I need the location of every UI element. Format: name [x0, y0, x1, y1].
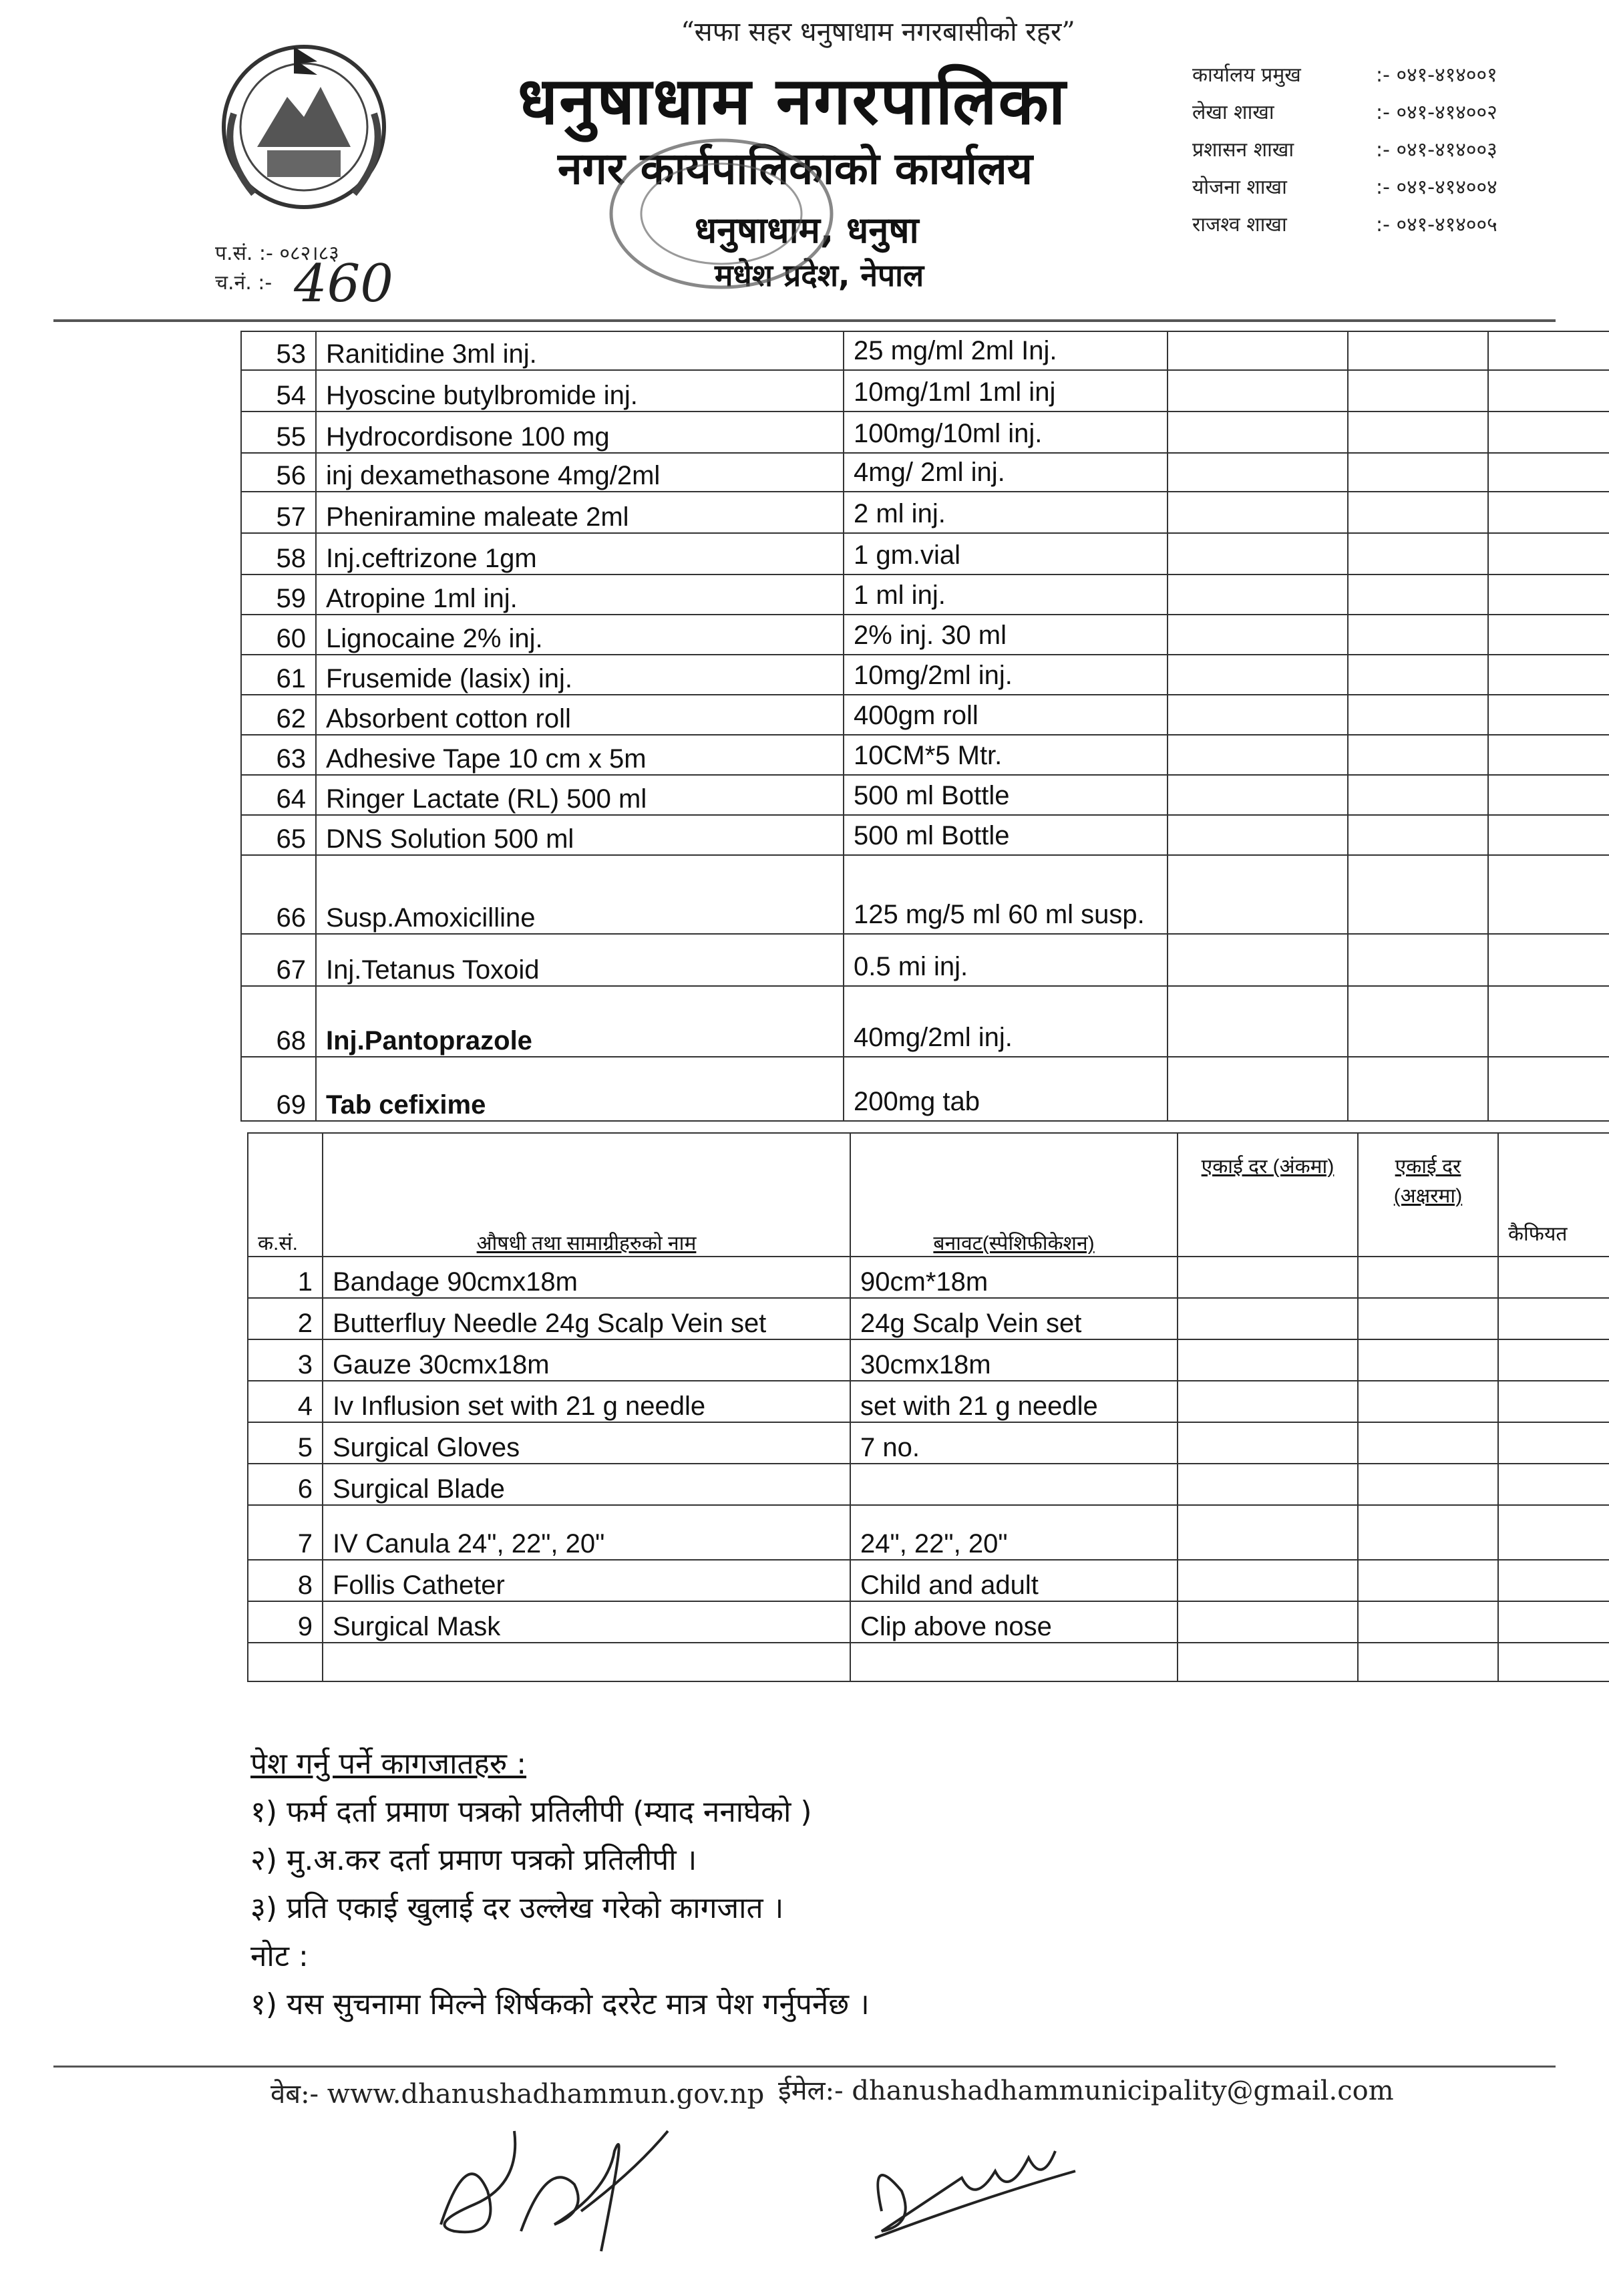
contact-list: [1192, 57, 1497, 244]
serial-cell: 5: [248, 1422, 323, 1464]
serial-cell: 56: [241, 453, 316, 492]
remarks-cell: [1498, 1422, 1609, 1464]
rate-words-cell: [1348, 492, 1488, 533]
remarks-cell: [1488, 492, 1609, 533]
rate-figures-cell: [1168, 370, 1348, 412]
remarks-cell: [1488, 934, 1609, 986]
spec-cell: 10mg/1ml 1ml inj: [844, 370, 1168, 412]
item-name-cell: Tab cefixime: [316, 1057, 844, 1121]
rate-words-cell: [1348, 695, 1488, 735]
rate-figures-cell: [1168, 934, 1348, 986]
serial-cell: 2: [248, 1298, 323, 1339]
medicine-row: [241, 1057, 1609, 1121]
supply-row: [248, 1257, 1609, 1298]
rate-figures-cell: [1168, 331, 1348, 370]
rate-figures-cell: [1168, 1057, 1348, 1121]
rate-words-cell: [1358, 1560, 1498, 1601]
medicine-row: [241, 533, 1609, 575]
spec-cell: 4mg/ 2ml inj.: [844, 453, 1168, 492]
document-item: ३) प्रति एकाई खुलाई दर उल्लेख गरेको कागजात ।: [250, 1891, 784, 1925]
supply-row: [248, 1298, 1609, 1339]
contact-phone: :- ०४१-४१४००५: [1376, 213, 1497, 236]
item-name-cell: Inj.ceftrizone 1gm: [316, 533, 844, 575]
supplies-header-row: [248, 1133, 1609, 1257]
rate-figures-cell: [1168, 855, 1348, 934]
rate-words-cell: [1348, 815, 1488, 855]
header-rate-words: एकाई दर (अक्षरमा): [1358, 1133, 1498, 1257]
signature-1: [414, 2091, 735, 2265]
item-name-cell: Lignocaine 2% inj.: [316, 615, 844, 655]
rate-words-cell: [1348, 934, 1488, 986]
item-name-cell: Hydrocordisone 100 mg: [316, 412, 844, 453]
remarks-cell: [1488, 655, 1609, 695]
rate-words-cell: [1358, 1339, 1498, 1381]
serial-cell: 58: [241, 533, 316, 575]
nepal-emblem-logo: [194, 33, 414, 227]
contact-phone: :- ०४१-४१४००४: [1376, 176, 1497, 199]
item-name-cell: Inj.Pantoprazole: [316, 986, 844, 1057]
contact-row: [1192, 94, 1497, 132]
medicine-row: [241, 492, 1609, 533]
rate-figures-cell: [1168, 453, 1348, 492]
remarks-cell: [1488, 855, 1609, 934]
item-name-cell: Frusemide (lasix) inj.: [316, 655, 844, 695]
rate-figures-cell: [1178, 1381, 1358, 1422]
remarks-cell: [1498, 1601, 1609, 1643]
ref-number: प.सं. :- ०८२।८३: [215, 242, 339, 265]
rate-words-cell: [1348, 331, 1488, 370]
municipality-name: धनुषाधाम नगरपालिका: [518, 63, 1067, 140]
address-line-1: धनुषाधाम, धनुषा: [695, 209, 919, 251]
spec-cell: Clip above nose: [850, 1601, 1178, 1643]
rate-figures-cell: [1178, 1257, 1358, 1298]
medicine-row: [241, 735, 1609, 775]
spec-cell: 24", 22", 20": [850, 1505, 1178, 1560]
medicine-row: [241, 986, 1609, 1057]
rate-figures-cell: [1178, 1464, 1358, 1505]
challan-label: च.नं. :-: [215, 271, 273, 295]
supply-row: [248, 1464, 1609, 1505]
item-name-cell: Ranitidine 3ml inj.: [316, 331, 844, 370]
remarks-cell: [1498, 1505, 1609, 1560]
serial-cell: 64: [241, 775, 316, 815]
contact-office: कार्यालय प्रमुख: [1192, 63, 1301, 87]
rate-figures-cell: [1168, 655, 1348, 695]
required-documents: [250, 1740, 870, 2029]
remarks-cell: [1488, 533, 1609, 575]
serial-cell: 6: [248, 1464, 323, 1505]
serial-cell: 68: [241, 986, 316, 1057]
medicine-row: [241, 412, 1609, 453]
footer-divider: [53, 2066, 1556, 2068]
item-name-cell: DNS Solution 500 ml: [316, 815, 844, 855]
remarks-cell: [1498, 1257, 1609, 1298]
item-name-cell: IV Canula 24", 22", 20": [323, 1505, 850, 1560]
supply-row: [248, 1601, 1609, 1643]
serial-cell: 61: [241, 655, 316, 695]
serial-cell: 60: [241, 615, 316, 655]
contact-row: [1192, 169, 1497, 206]
spec-cell: 7 no.: [850, 1422, 1178, 1464]
email-text: ईमेल:- dhanushadhammunicipality@gmail.com: [778, 2076, 1394, 2106]
remarks-cell: [1498, 1298, 1609, 1339]
medicine-row: [241, 575, 1609, 615]
serial-cell: 65: [241, 815, 316, 855]
header-serial: क.सं.: [248, 1133, 323, 1257]
spec-cell: 30cmx18m: [850, 1339, 1178, 1381]
rate-words-cell: [1358, 1464, 1498, 1505]
rate-figures-cell: [1168, 575, 1348, 615]
spec-cell: 1 ml inj.: [844, 575, 1168, 615]
spec-cell: 2 ml inj.: [844, 492, 1168, 533]
contact-office: राजश्व शाखा: [1192, 213, 1287, 236]
spec-cell: 100mg/10ml inj.: [844, 412, 1168, 453]
item-name-cell: Butterfluy Needle 24g Scalp Vein set: [323, 1298, 850, 1339]
remarks-cell: [1488, 735, 1609, 775]
contact-phone: :- ०४१-४१४००३: [1376, 138, 1497, 162]
remarks-cell: [1498, 1560, 1609, 1601]
note-title: नोट :: [250, 1939, 309, 1973]
supply-row: [248, 1422, 1609, 1464]
spec-cell: 90cm*18m: [850, 1257, 1178, 1298]
rate-figures-cell: [1168, 775, 1348, 815]
header-remarks: कैफियत: [1498, 1133, 1609, 1257]
remarks-cell: [1488, 370, 1609, 412]
item-name-cell: Surgical Blade: [323, 1464, 850, 1505]
office-stamp: [601, 130, 842, 297]
contact-phone: :- ०४१-४१४००२: [1376, 101, 1497, 124]
note-item: १) यस सुचनामा मिल्ने शिर्षकको दररेट मात्र पेश गर्नुपर्नेछ ।: [250, 1987, 870, 2021]
header-specification: बनावट(स्पेशिफीकेशन): [850, 1133, 1178, 1257]
item-name-cell: Iv Influsion set with 21 g needle: [323, 1381, 850, 1422]
remarks-cell: [1498, 1339, 1609, 1381]
serial-cell: 63: [241, 735, 316, 775]
serial-cell: 54: [241, 370, 316, 412]
item-name-cell: Surgical Mask: [323, 1601, 850, 1643]
spec-cell: 40mg/2ml inj.: [844, 986, 1168, 1057]
rate-figures-cell: [1178, 1505, 1358, 1560]
rate-figures-cell: [1168, 533, 1348, 575]
rate-words-cell: [1358, 1422, 1498, 1464]
remarks-cell: [1488, 775, 1609, 815]
serial-cell: 1: [248, 1257, 323, 1298]
spec-cell: 125 mg/5 ml 60 ml susp.: [844, 855, 1168, 934]
spec-cell: Child and adult: [850, 1560, 1178, 1601]
remarks-cell: [1498, 1381, 1609, 1422]
header-rate-figures: एकाई दर (अंकमा): [1178, 1133, 1358, 1257]
serial-cell: 3: [248, 1339, 323, 1381]
item-name-cell: Gauze 30cmx18m: [323, 1339, 850, 1381]
contact-phone: :- ०४१-४१४००१: [1376, 63, 1497, 87]
contact-row: [1192, 132, 1497, 169]
rate-figures-cell: [1178, 1560, 1358, 1601]
rate-words-cell: [1358, 1298, 1498, 1339]
serial-cell: 57: [241, 492, 316, 533]
spec-cell: 500 ml Bottle: [844, 815, 1168, 855]
remarks-cell: [1488, 453, 1609, 492]
rate-figures-cell: [1178, 1339, 1358, 1381]
medicine-row: [241, 815, 1609, 855]
rate-figures-cell: [1178, 1601, 1358, 1643]
spec-cell: 200mg tab: [844, 1057, 1168, 1121]
serial-cell: 66: [241, 855, 316, 934]
rate-words-cell: [1348, 453, 1488, 492]
serial-cell: 53: [241, 331, 316, 370]
rate-figures-cell: [1168, 412, 1348, 453]
medicine-row: [241, 331, 1609, 370]
supply-row: [248, 1505, 1609, 1560]
item-name-cell: Bandage 90cmx18m: [323, 1257, 850, 1298]
rate-words-cell: [1358, 1257, 1498, 1298]
spec-cell: 0.5 mi inj.: [844, 934, 1168, 986]
office-name: नगर कार्यपालिकाको कार्यालय: [558, 143, 1033, 194]
rate-words-cell: [1348, 575, 1488, 615]
signature-2: [855, 2111, 1095, 2245]
serial-cell: 59: [241, 575, 316, 615]
serial-cell: 4: [248, 1381, 323, 1422]
serial-cell: 7: [248, 1505, 323, 1560]
header-divider: [53, 319, 1556, 322]
challan-number-handwritten: 460: [294, 254, 393, 314]
supplies-table: [247, 1132, 1609, 1682]
rate-words-cell: [1358, 1505, 1498, 1560]
item-name-cell: Absorbent cotton roll: [316, 695, 844, 735]
spec-cell: 24g Scalp Vein set: [850, 1298, 1178, 1339]
medicine-row: [241, 775, 1609, 815]
remarks-cell: [1488, 412, 1609, 453]
rate-words-cell: [1348, 412, 1488, 453]
medicine-row: [241, 695, 1609, 735]
spec-cell: [850, 1464, 1178, 1505]
remarks-cell: [1488, 986, 1609, 1057]
spec-cell: 2% inj. 30 ml: [844, 615, 1168, 655]
remarks-cell: [1488, 331, 1609, 370]
spec-cell: 25 mg/ml 2ml Inj.: [844, 331, 1168, 370]
rate-words-cell: [1348, 986, 1488, 1057]
serial-cell: 55: [241, 412, 316, 453]
medicine-row: [241, 370, 1609, 412]
rate-words-cell: [1348, 855, 1488, 934]
rate-words-cell: [1348, 655, 1488, 695]
serial-cell: 67: [241, 934, 316, 986]
item-name-cell: Surgical Gloves: [323, 1422, 850, 1464]
document-item: २) मु.अ.कर दर्ता प्रमाण पत्रको प्रतिलीपी ।: [250, 1843, 697, 1877]
item-name-cell: Adhesive Tape 10 cm x 5m: [316, 735, 844, 775]
rate-words-cell: [1348, 533, 1488, 575]
medicine-row: [241, 855, 1609, 934]
serial-cell: 9: [248, 1601, 323, 1643]
item-name-cell: Follis Catheter: [323, 1560, 850, 1601]
header-item-name: औषधी तथा सामाग्रीहरुको नाम: [323, 1133, 850, 1257]
item-name-cell: inj dexamethasone 4mg/2ml: [316, 453, 844, 492]
serial-cell: 62: [241, 695, 316, 735]
address-line-2: मधेश प्रदेश, नेपाल: [715, 257, 924, 293]
medicine-row: [241, 615, 1609, 655]
item-name-cell: Hyoscine butylbromide inj.: [316, 370, 844, 412]
rate-words-cell: [1348, 735, 1488, 775]
supply-row: [248, 1381, 1609, 1422]
medicine-row: [241, 655, 1609, 695]
rate-figures-cell: [1178, 1298, 1358, 1339]
item-name-cell: Inj.Tetanus Toxoid: [316, 934, 844, 986]
contact-office: लेखा शाखा: [1192, 101, 1274, 124]
contact-row: [1192, 57, 1497, 94]
remarks-cell: [1488, 1057, 1609, 1121]
spec-cell: 500 ml Bottle: [844, 775, 1168, 815]
website-text: वेब:- www.dhanushadhammun.gov.np: [271, 2079, 765, 2110]
medicine-row: [241, 934, 1609, 986]
spec-cell: 400gm roll: [844, 695, 1168, 735]
item-name-cell: Susp.Amoxicilline: [316, 855, 844, 934]
rate-words-cell: [1348, 775, 1488, 815]
rate-words-cell: [1348, 1057, 1488, 1121]
rate-figures-cell: [1168, 986, 1348, 1057]
contact-office: योजना शाखा: [1192, 176, 1287, 199]
item-name-cell: Ringer Lactate (RL) 500 ml: [316, 775, 844, 815]
contact-office: प्रशासन शाखा: [1192, 138, 1294, 162]
slogan: “सफा सहर धनुषाधाम नगरबासीको रहर”: [681, 17, 1075, 47]
remarks-cell: [1488, 815, 1609, 855]
spec-cell: 10mg/2ml inj.: [844, 655, 1168, 695]
rate-words-cell: [1348, 615, 1488, 655]
spec-cell: 1 gm.vial: [844, 533, 1168, 575]
remarks-cell: [1498, 1464, 1609, 1505]
medicine-table: [240, 331, 1609, 1122]
remarks-cell: [1488, 575, 1609, 615]
item-name-cell: Pheniramine maleate 2ml: [316, 492, 844, 533]
rate-figures-cell: [1168, 615, 1348, 655]
rate-figures-cell: [1178, 1422, 1358, 1464]
remarks-cell: [1488, 695, 1609, 735]
empty-row: [248, 1643, 1609, 1681]
spec-cell: 10CM*5 Mtr.: [844, 735, 1168, 775]
remarks-cell: [1488, 615, 1609, 655]
rate-figures-cell: [1168, 492, 1348, 533]
supply-row: [248, 1560, 1609, 1601]
contact-row: [1192, 206, 1497, 244]
rate-figures-cell: [1168, 735, 1348, 775]
medicine-row: [241, 453, 1609, 492]
serial-cell: 69: [241, 1057, 316, 1121]
serial-cell: 8: [248, 1560, 323, 1601]
documents-title: पेश गर्नु पर्ने कागजातहरु :: [250, 1747, 527, 1781]
rate-words-cell: [1348, 370, 1488, 412]
spec-cell: set with 21 g needle: [850, 1381, 1178, 1422]
item-name-cell: Atropine 1ml inj.: [316, 575, 844, 615]
supply-row: [248, 1339, 1609, 1381]
rate-figures-cell: [1168, 695, 1348, 735]
rate-words-cell: [1358, 1601, 1498, 1643]
rate-words-cell: [1358, 1381, 1498, 1422]
rate-figures-cell: [1168, 815, 1348, 855]
document-item: १) फर्म दर्ता प्रमाण पत्रको प्रतिलीपी (म्याद ननाघेको ): [250, 1795, 812, 1829]
